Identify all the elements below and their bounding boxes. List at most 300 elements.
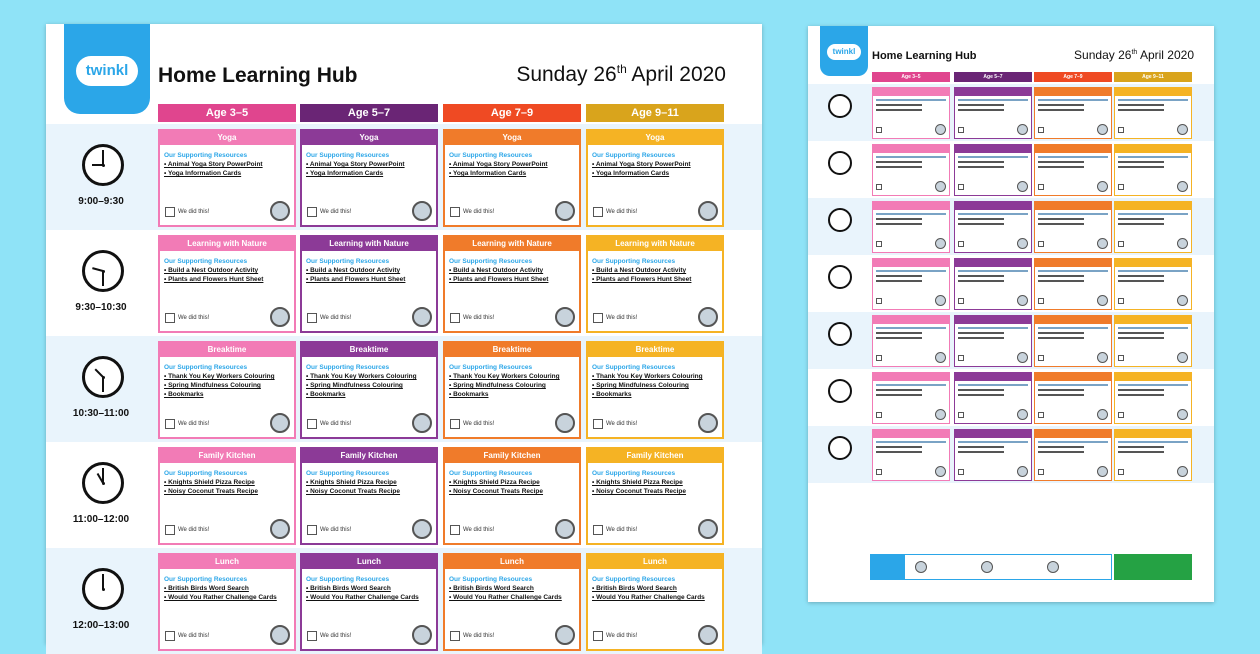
preview-text-line bbox=[1038, 332, 1084, 334]
preview-resource-icon bbox=[1097, 124, 1108, 135]
done-checkbox-label: We did this! bbox=[320, 527, 352, 533]
preview-activity-card bbox=[1114, 429, 1192, 481]
preview-activity-title bbox=[955, 88, 1031, 96]
resource-link[interactable]: • Thank You Key Workers Colouring bbox=[306, 373, 417, 380]
preview-resource-icon bbox=[1177, 124, 1188, 135]
resource-link[interactable]: • Would You Rather Challenge Cards bbox=[449, 594, 562, 601]
resource-link[interactable]: • Spring Mindfulness Colouring bbox=[592, 382, 689, 389]
clock-minute-hand bbox=[102, 150, 104, 165]
done-checkbox[interactable] bbox=[450, 313, 494, 323]
done-checkbox[interactable] bbox=[307, 525, 351, 535]
preview-checkbox bbox=[1038, 184, 1044, 190]
resources-list bbox=[160, 251, 294, 284]
resources-heading: Our Supporting Resources bbox=[592, 258, 676, 265]
timetable-sheet-preview bbox=[808, 26, 1214, 602]
activity-title: Family Kitchen bbox=[588, 449, 722, 463]
done-checkbox[interactable] bbox=[593, 419, 637, 429]
clock-icon bbox=[82, 568, 124, 610]
preview-resource-icon bbox=[1097, 295, 1108, 306]
resource-link[interactable]: • Knights Shield Pizza Recipe bbox=[306, 479, 397, 486]
preview-resource-icon bbox=[935, 181, 946, 192]
preview-text-line bbox=[958, 446, 1004, 448]
preview-checkbox bbox=[1118, 184, 1124, 190]
preview-activity-title bbox=[1115, 259, 1191, 267]
activity-card bbox=[586, 129, 724, 227]
done-checkbox-label: We did this! bbox=[320, 421, 352, 427]
preview-text-line bbox=[876, 394, 922, 396]
preview-title: Home Learning Hub bbox=[872, 50, 977, 62]
preview-text-line bbox=[1038, 275, 1084, 277]
done-checkbox-label: We did this! bbox=[463, 633, 495, 639]
preview-checkbox bbox=[1118, 355, 1124, 361]
resources-list bbox=[445, 251, 579, 284]
preview-activity-card bbox=[954, 315, 1032, 367]
resources-heading: Our Supporting Resources bbox=[592, 364, 676, 371]
resource-link[interactable]: • Spring Mindfulness Colouring bbox=[449, 382, 546, 389]
resource-link[interactable]: • Bookmarks bbox=[306, 391, 346, 398]
checkbox-icon[interactable] bbox=[165, 313, 175, 323]
preview-checkbox bbox=[1038, 127, 1044, 133]
resource-link[interactable]: • Spring Mindfulness Colouring bbox=[164, 382, 261, 389]
clock-hour-hand bbox=[92, 164, 103, 166]
done-checkbox[interactable] bbox=[307, 207, 351, 217]
resource-link[interactable]: • British Birds Word Search bbox=[306, 585, 391, 592]
preview-text-line bbox=[1038, 99, 1108, 101]
resource-type-icon bbox=[555, 413, 575, 433]
preview-checkbox bbox=[1118, 469, 1124, 475]
resource-link[interactable]: • Animal Yoga Story PowerPoint bbox=[306, 161, 405, 168]
done-checkbox[interactable] bbox=[593, 631, 637, 641]
preview-text-line bbox=[876, 337, 922, 339]
preview-text-line bbox=[958, 99, 1028, 101]
preview-clock-icon bbox=[828, 208, 852, 232]
resource-link[interactable]: • Build a Nest Outdoor Activity bbox=[306, 267, 401, 274]
preview-column-header: Age 3–5 bbox=[872, 72, 950, 82]
resource-link[interactable]: • Plants and Flowers Hunt Sheet bbox=[592, 276, 692, 283]
resource-link[interactable]: • Thank You Key Workers Colouring bbox=[592, 373, 703, 380]
preview-activity-card bbox=[1034, 429, 1112, 481]
activity-title: Learning with Nature bbox=[160, 237, 294, 251]
preview-text-line bbox=[958, 156, 1028, 158]
preview-checkbox bbox=[958, 127, 964, 133]
activity-card bbox=[586, 553, 724, 651]
preview-text-line bbox=[1038, 109, 1084, 111]
done-checkbox[interactable] bbox=[450, 207, 494, 217]
resource-link[interactable]: • Yoga Information Cards bbox=[164, 170, 242, 177]
preview-activity-card bbox=[954, 429, 1032, 481]
checkbox-icon[interactable] bbox=[593, 525, 603, 535]
resource-type-icon bbox=[555, 307, 575, 327]
time-slot-label: 12:00–13:00 bbox=[72, 620, 130, 631]
activity-card bbox=[443, 341, 581, 439]
preview-activity-title bbox=[1115, 88, 1191, 96]
checkbox-icon[interactable] bbox=[450, 419, 460, 429]
preview-checkbox bbox=[1118, 241, 1124, 247]
resources-heading: Our Supporting Resources bbox=[592, 470, 676, 477]
resource-type-icon bbox=[412, 201, 432, 221]
preview-text-line bbox=[876, 451, 922, 453]
resource-link[interactable]: • Knights Shield Pizza Recipe bbox=[592, 479, 683, 486]
resources-heading: Our Supporting Resources bbox=[306, 364, 390, 371]
checkbox-icon[interactable] bbox=[450, 313, 460, 323]
preview-activity-card bbox=[1114, 315, 1192, 367]
resource-link[interactable]: • Thank You Key Workers Colouring bbox=[164, 373, 275, 380]
resource-link[interactable]: • British Birds Word Search bbox=[592, 585, 677, 592]
preview-text-line bbox=[1038, 166, 1084, 168]
resource-link[interactable]: • Animal Yoga Story PowerPoint bbox=[592, 161, 691, 168]
done-checkbox-label: We did this! bbox=[606, 527, 638, 533]
preview-text-line bbox=[1118, 166, 1164, 168]
done-checkbox[interactable] bbox=[593, 313, 637, 323]
preview-activity-title bbox=[873, 145, 949, 153]
preview-clock-icon bbox=[828, 379, 852, 403]
preview-text-line bbox=[876, 389, 922, 391]
preview-text-line bbox=[876, 275, 922, 277]
clock-minute-hand bbox=[102, 271, 104, 286]
done-checkbox[interactable] bbox=[165, 525, 209, 535]
preview-activity-card bbox=[954, 87, 1032, 139]
resource-link[interactable]: • British Birds Word Search bbox=[164, 585, 249, 592]
key-bar bbox=[870, 554, 1112, 580]
done-checkbox[interactable] bbox=[593, 525, 637, 535]
preview-text-line bbox=[1038, 327, 1108, 329]
resources-heading: Our Supporting Resources bbox=[164, 470, 248, 477]
preview-clock-icon bbox=[828, 436, 852, 460]
preview-text-line bbox=[1118, 337, 1164, 339]
activity-card bbox=[300, 235, 438, 333]
checkbox-icon[interactable] bbox=[450, 631, 460, 641]
clock-hour-hand bbox=[95, 369, 104, 378]
preview-resource-icon bbox=[1177, 238, 1188, 249]
done-checkbox[interactable] bbox=[593, 207, 637, 217]
resource-type-icon bbox=[555, 201, 575, 221]
resource-link[interactable]: • Yoga Information Cards bbox=[449, 170, 527, 177]
preview-checkbox bbox=[958, 412, 964, 418]
clock-minute-hand bbox=[102, 574, 104, 589]
preview-checkbox bbox=[1038, 412, 1044, 418]
resource-link[interactable]: • Plants and Flowers Hunt Sheet bbox=[164, 276, 264, 283]
preview-activity-card bbox=[1114, 144, 1192, 196]
preview-column-header: Age 9–11 bbox=[1114, 72, 1192, 82]
preview-text-line bbox=[1118, 270, 1188, 272]
preview-checkbox bbox=[958, 298, 964, 304]
checkbox-icon[interactable] bbox=[593, 313, 603, 323]
preview-text-line bbox=[958, 332, 1004, 334]
resource-link[interactable]: • Noisy Coconut Treats Recipe bbox=[164, 488, 259, 495]
preview-text-line bbox=[1038, 156, 1108, 158]
preview-activity-card bbox=[1114, 372, 1192, 424]
preview-text-line bbox=[1118, 99, 1188, 101]
done-checkbox[interactable] bbox=[450, 525, 494, 535]
resource-link[interactable]: • Plants and Flowers Hunt Sheet bbox=[449, 276, 549, 283]
done-checkbox-label: We did this! bbox=[178, 209, 210, 215]
resources-heading: Our Supporting Resources bbox=[306, 576, 390, 583]
preview-text-line bbox=[1118, 156, 1188, 158]
preview-resource-icon bbox=[1017, 238, 1028, 249]
column-header: Age 5–7 bbox=[300, 104, 438, 122]
preview-resource-icon bbox=[1097, 181, 1108, 192]
done-checkbox-label: We did this! bbox=[320, 633, 352, 639]
preview-text-line bbox=[958, 327, 1028, 329]
checkbox-icon[interactable] bbox=[593, 419, 603, 429]
preview-text-line bbox=[1118, 223, 1164, 225]
resources-list bbox=[160, 357, 294, 399]
preview-activity-card bbox=[1034, 258, 1112, 310]
done-checkbox-label: We did this! bbox=[606, 633, 638, 639]
checkbox-icon[interactable] bbox=[307, 313, 317, 323]
preview-checkbox bbox=[958, 241, 964, 247]
activity-title: Learning with Nature bbox=[588, 237, 722, 251]
preview-checkbox bbox=[876, 355, 882, 361]
preview-activity-title bbox=[1115, 373, 1191, 381]
preview-activity-title bbox=[1115, 430, 1191, 438]
preview-text-line bbox=[958, 337, 1004, 339]
preview-activity-title bbox=[873, 202, 949, 210]
preview-activity-card bbox=[954, 258, 1032, 310]
activity-card bbox=[443, 129, 581, 227]
checkbox-icon[interactable] bbox=[307, 419, 317, 429]
preview-text-line bbox=[958, 223, 1004, 225]
done-checkbox[interactable] bbox=[165, 419, 209, 429]
preview-text-line bbox=[958, 218, 1004, 220]
preview-clock-icon bbox=[828, 265, 852, 289]
preview-activity-title bbox=[873, 373, 949, 381]
preview-text-line bbox=[876, 332, 922, 334]
resource-link[interactable]: • Build a Nest Outdoor Activity bbox=[164, 267, 259, 274]
checkbox-icon[interactable] bbox=[593, 207, 603, 217]
resource-link[interactable]: • Animal Yoga Story PowerPoint bbox=[449, 161, 548, 168]
preview-activity-title bbox=[1115, 202, 1191, 210]
done-checkbox-label: We did this! bbox=[606, 421, 638, 427]
resource-link[interactable]: • Would You Rather Challenge Cards bbox=[306, 594, 419, 601]
preview-text-line bbox=[1038, 270, 1108, 272]
preview-text-line bbox=[1118, 275, 1164, 277]
preview-text-line bbox=[1038, 384, 1108, 386]
checkbox-icon[interactable] bbox=[165, 207, 175, 217]
preview-text-line bbox=[876, 166, 922, 168]
resources-heading: Our Supporting Resources bbox=[306, 470, 390, 477]
resource-link[interactable]: • Knights Shield Pizza Recipe bbox=[449, 479, 540, 486]
activity-title: Family Kitchen bbox=[445, 449, 579, 463]
resource-link[interactable]: • Yoga Information Cards bbox=[306, 170, 384, 177]
preview-activity-title bbox=[955, 373, 1031, 381]
resources-heading: Our Supporting Resources bbox=[164, 152, 248, 159]
done-checkbox-label: We did this! bbox=[178, 315, 210, 321]
checkbox-icon[interactable] bbox=[593, 631, 603, 641]
resource-link[interactable]: • Bookmarks bbox=[164, 391, 204, 398]
resource-link[interactable]: • Noisy Coconut Treats Recipe bbox=[592, 488, 687, 495]
activity-card bbox=[158, 553, 296, 651]
preview-activity-card bbox=[1034, 144, 1112, 196]
activity-card bbox=[158, 447, 296, 545]
resource-type-icon bbox=[412, 307, 432, 327]
done-checkbox[interactable] bbox=[165, 631, 209, 641]
preview-text-line bbox=[1118, 161, 1164, 163]
twinkl-logo bbox=[64, 24, 150, 114]
done-checkbox[interactable] bbox=[165, 207, 209, 217]
done-checkbox[interactable] bbox=[307, 313, 351, 323]
activity-card bbox=[586, 341, 724, 439]
preview-text-line bbox=[958, 161, 1004, 163]
resources-heading: Our Supporting Resources bbox=[164, 364, 248, 371]
resource-link[interactable]: • Would You Rather Challenge Cards bbox=[164, 594, 277, 601]
preview-activity-title bbox=[955, 316, 1031, 324]
resources-list bbox=[445, 357, 579, 399]
checkbox-icon[interactable] bbox=[450, 525, 460, 535]
resource-link[interactable]: • Build a Nest Outdoor Activity bbox=[449, 267, 544, 274]
preview-text-line bbox=[1118, 327, 1188, 329]
preview-activity-title bbox=[1115, 316, 1191, 324]
clock-hour-hand bbox=[92, 267, 103, 272]
resource-link[interactable]: • Spring Mindfulness Colouring bbox=[306, 382, 403, 389]
resources-heading: Our Supporting Resources bbox=[164, 576, 248, 583]
resources-heading: Our Supporting Resources bbox=[449, 470, 533, 477]
resource-link[interactable]: • Build a Nest Outdoor Activity bbox=[592, 267, 687, 274]
resource-link[interactable]: • Bookmarks bbox=[449, 391, 489, 398]
resource-link[interactable]: • Would You Rather Challenge Cards bbox=[592, 594, 705, 601]
preview-resource-icon bbox=[1017, 295, 1028, 306]
page-date: Sunday 26th April 2020 bbox=[516, 62, 726, 86]
preview-activity-title bbox=[1035, 88, 1111, 96]
activity-title: Family Kitchen bbox=[160, 449, 294, 463]
preview-checkbox bbox=[958, 469, 964, 475]
activity-title: Lunch bbox=[160, 555, 294, 569]
resources-list bbox=[302, 357, 436, 399]
preview-text-line bbox=[876, 104, 922, 106]
preview-checkbox bbox=[958, 184, 964, 190]
learning-hub-link-box bbox=[1114, 554, 1192, 580]
resource-link[interactable]: • Yoga Information Cards bbox=[592, 170, 670, 177]
preview-checkbox bbox=[1118, 298, 1124, 304]
preview-text-line bbox=[1038, 280, 1084, 282]
activity-card bbox=[158, 129, 296, 227]
resources-list bbox=[588, 357, 722, 399]
column-header: Age 3–5 bbox=[158, 104, 296, 122]
resource-link[interactable]: • Knights Shield Pizza Recipe bbox=[164, 479, 255, 486]
activity-title: Yoga bbox=[302, 131, 436, 145]
clock-minute-hand bbox=[102, 377, 104, 392]
resources-heading: Our Supporting Resources bbox=[164, 258, 248, 265]
checkbox-icon[interactable] bbox=[165, 631, 175, 641]
preview-activity-card bbox=[954, 144, 1032, 196]
checkbox-icon[interactable] bbox=[450, 207, 460, 217]
done-checkbox-label: We did this! bbox=[606, 209, 638, 215]
preview-activity-card bbox=[872, 201, 950, 253]
preview-text-line bbox=[876, 213, 946, 215]
preview-activity-card bbox=[872, 315, 950, 367]
preview-resource-icon bbox=[1097, 409, 1108, 420]
preview-activity-title bbox=[955, 202, 1031, 210]
activity-card bbox=[586, 447, 724, 545]
checkbox-icon[interactable] bbox=[307, 631, 317, 641]
activity-card bbox=[300, 129, 438, 227]
time-slot-label: 11:00–12:00 bbox=[72, 514, 130, 525]
preview-text-line bbox=[876, 223, 922, 225]
resource-link[interactable]: • Thank You Key Workers Colouring bbox=[449, 373, 560, 380]
key-icon bbox=[915, 561, 927, 573]
activity-card bbox=[300, 553, 438, 651]
preview-text-line bbox=[1038, 451, 1084, 453]
done-checkbox[interactable] bbox=[307, 419, 351, 429]
preview-checkbox bbox=[1038, 469, 1044, 475]
preview-checkbox bbox=[876, 412, 882, 418]
resources-list bbox=[160, 569, 294, 602]
resource-type-icon bbox=[698, 519, 718, 539]
preview-text-line bbox=[958, 109, 1004, 111]
preview-text-line bbox=[1038, 213, 1108, 215]
preview-activity-card bbox=[1034, 201, 1112, 253]
checkbox-icon[interactable] bbox=[165, 419, 175, 429]
preview-text-line bbox=[1118, 280, 1164, 282]
preview-resource-icon bbox=[1017, 124, 1028, 135]
activity-card bbox=[443, 447, 581, 545]
resource-type-icon bbox=[412, 625, 432, 645]
resources-list bbox=[588, 145, 722, 178]
preview-text-line bbox=[876, 161, 922, 163]
logo-text-small: twinkl bbox=[827, 44, 861, 60]
resource-type-icon bbox=[270, 307, 290, 327]
preview-text-line bbox=[958, 166, 1004, 168]
preview-column-header: Age 5–7 bbox=[954, 72, 1032, 82]
preview-text-line bbox=[958, 270, 1028, 272]
preview-activity-title bbox=[1035, 430, 1111, 438]
resources-heading: Our Supporting Resources bbox=[592, 152, 676, 159]
twinkl-logo-small bbox=[820, 26, 868, 76]
resources-heading: Our Supporting Resources bbox=[449, 258, 533, 265]
activity-title: Learning with Nature bbox=[445, 237, 579, 251]
preview-resource-icon bbox=[1177, 409, 1188, 420]
preview-resource-icon bbox=[935, 238, 946, 249]
done-checkbox[interactable] bbox=[307, 631, 351, 641]
preview-text-line bbox=[1038, 104, 1084, 106]
resource-link[interactable]: • Animal Yoga Story PowerPoint bbox=[164, 161, 263, 168]
column-header: Age 9–11 bbox=[586, 104, 724, 122]
preview-text-line bbox=[1038, 223, 1084, 225]
done-checkbox[interactable] bbox=[450, 631, 494, 641]
preview-text-line bbox=[876, 156, 946, 158]
resource-link[interactable]: • British Birds Word Search bbox=[449, 585, 534, 592]
clock-icon bbox=[82, 250, 124, 292]
resource-link[interactable]: • Noisy Coconut Treats Recipe bbox=[449, 488, 544, 495]
column-header: Age 7–9 bbox=[443, 104, 581, 122]
checkbox-icon[interactable] bbox=[165, 525, 175, 535]
preview-column-header: Age 7–9 bbox=[1034, 72, 1112, 82]
preview-text-line bbox=[958, 275, 1004, 277]
resources-list bbox=[160, 463, 294, 496]
preview-activity-title bbox=[1035, 373, 1111, 381]
checkbox-icon[interactable] bbox=[307, 207, 317, 217]
preview-activity-title bbox=[955, 145, 1031, 153]
done-checkbox[interactable] bbox=[165, 313, 209, 323]
done-checkbox[interactable] bbox=[450, 419, 494, 429]
preview-activity-title bbox=[955, 259, 1031, 267]
preview-text-line bbox=[1118, 451, 1164, 453]
preview-text-line bbox=[958, 213, 1028, 215]
resources-heading: Our Supporting Resources bbox=[306, 152, 390, 159]
preview-clock-icon bbox=[828, 151, 852, 175]
resource-link[interactable]: • Plants and Flowers Hunt Sheet bbox=[306, 276, 406, 283]
preview-text-line bbox=[1038, 441, 1108, 443]
preview-activity-title bbox=[873, 259, 949, 267]
preview-resource-icon bbox=[1097, 466, 1108, 477]
activity-card bbox=[300, 447, 438, 545]
resource-link[interactable]: • Bookmarks bbox=[592, 391, 632, 398]
preview-activity-card bbox=[872, 258, 950, 310]
resources-list bbox=[445, 145, 579, 178]
done-checkbox-label: We did this! bbox=[463, 315, 495, 321]
resource-link[interactable]: • Noisy Coconut Treats Recipe bbox=[306, 488, 401, 495]
checkbox-icon[interactable] bbox=[307, 525, 317, 535]
